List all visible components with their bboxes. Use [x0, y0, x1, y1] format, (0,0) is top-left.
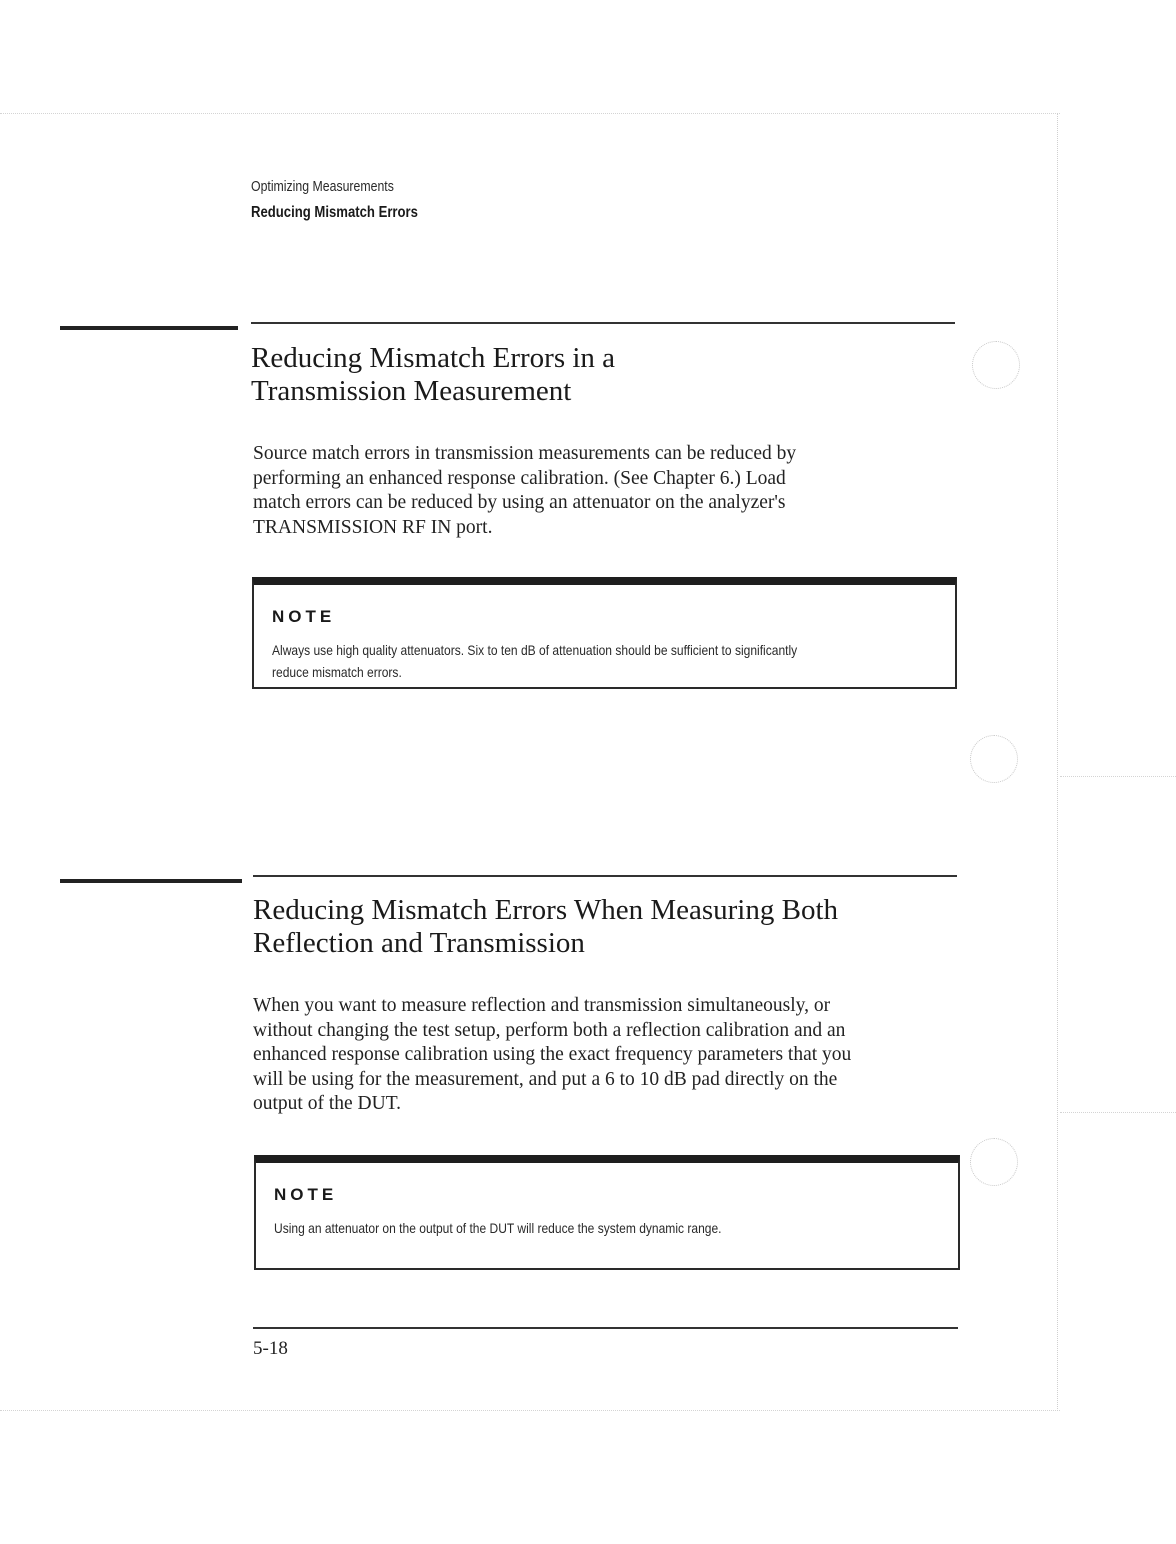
punch-hole	[970, 1138, 1018, 1186]
body-line: will be using for the measurement, and put a 6 to 10 dB pad directly on the	[253, 1068, 838, 1090]
title-line: Reducing Mismatch Errors When Measuring Both	[253, 894, 838, 926]
title-line: Reducing Mismatch Errors in a	[251, 342, 616, 374]
note-text	[272, 639, 937, 683]
section-rule-right	[251, 322, 955, 324]
section-rule-left	[60, 326, 238, 330]
punch-hole	[972, 341, 1020, 389]
scan-line	[1060, 1112, 1176, 1113]
page-edge-right	[1057, 113, 1058, 1411]
section-title	[251, 342, 615, 408]
section-rule-right	[253, 875, 957, 877]
header-chapter: Optimizing Measurements	[251, 178, 394, 195]
footer-rule	[253, 1327, 958, 1329]
scan-line	[1060, 776, 1176, 777]
body-line: performing an enhanced response calibration. (See Chapter 6.) Load	[253, 467, 786, 489]
body-line: When you want to measure reflection and transmission simultaneously, or	[253, 995, 831, 1016]
section-title	[253, 894, 838, 960]
note-line: Using an attenuator on the output of the DUT will reduce the system dynamic range.	[274, 1220, 722, 1236]
body-line: TRANSMISSION RF IN port.	[253, 516, 493, 538]
section-rule-left	[60, 879, 242, 883]
note-label: NOTE	[272, 607, 336, 626]
note-text	[274, 1217, 940, 1239]
section-body	[253, 994, 851, 1117]
running-header	[251, 174, 455, 226]
title-line: Transmission Measurement	[251, 375, 572, 407]
page-edge-top	[0, 113, 1060, 114]
body-line: enhanced response calibration using the exact frequency parameters that you	[253, 1044, 852, 1065]
page-number: 5-18	[253, 1338, 288, 1359]
body-line: without changing the test setup, perform both a reflection calibration and an	[253, 1019, 846, 1041]
note-box	[254, 1155, 960, 1270]
body-line: output of the DUT.	[253, 1093, 402, 1114]
body-line: match errors can be reduced by using an attenuator on the analyzer's	[253, 492, 786, 513]
title-line: Reflection and Transmission	[253, 927, 585, 959]
note-line: Always use high quality attenuators. Six to ten dB of attenuation should be sufficient to significantly	[272, 642, 798, 658]
header-section: Reducing Mismatch Errors	[251, 204, 418, 221]
section-body	[253, 442, 796, 540]
note-label: NOTE	[274, 1185, 338, 1204]
page-edge-bottom	[0, 1410, 1060, 1411]
note-line: reduce mismatch errors.	[272, 664, 402, 680]
note-box	[252, 577, 957, 689]
punch-hole	[970, 735, 1018, 783]
body-line: Source match errors in transmission measurements can be reduced by	[253, 443, 797, 464]
